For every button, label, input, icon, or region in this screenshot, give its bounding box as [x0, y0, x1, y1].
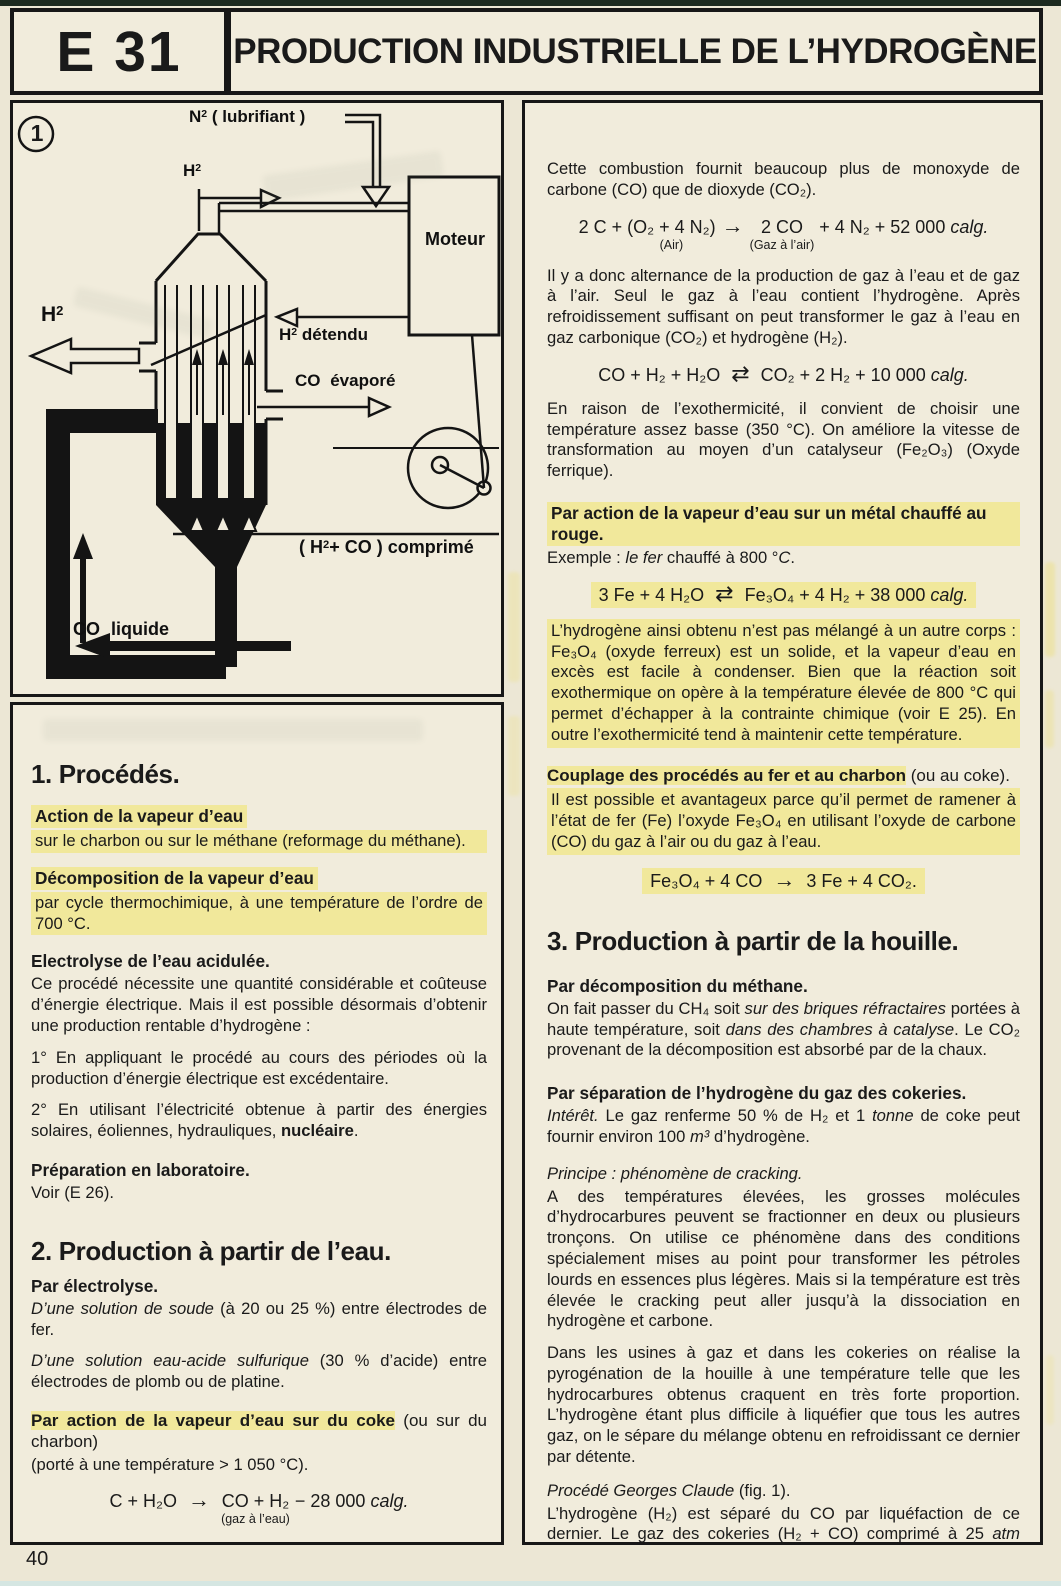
- section-1-heading: 1. Procédés.: [31, 759, 180, 789]
- solution-sulfurique-line: D’une solution eau-acide sulfurique (30 % d’acide) entre électrodes de plomb ou de platine.: [31, 1351, 487, 1392]
- cracking-par: A des températures élevées, les grosses molécules d’hydrocarbures peuvent se fractionner en deux ou plusieurs tronçons. On utilise ce phénomène dans des conditions spécialement mises au point pour transformer les pétroles lourds en essences plus légères. Mais si la température est très élevée le cracking peut aller jusqu’à la dissociation en hydrogène et carbone.: [547, 1186, 1020, 1331]
- connecting-rod: [472, 335, 484, 488]
- combustion-par: Cette combustion fournit beaucoup plus de monoxyde de carbone (CO) que de dioxyde (CO₂).: [547, 159, 1020, 199]
- figure-number: 1: [30, 120, 44, 146]
- figure-label-co-liquide: CO liquide: [73, 619, 169, 639]
- separation-cokeries-title: Par séparation de l’hydrogène du gaz des cokeries.: [547, 1083, 967, 1104]
- co-jacket-bottom: [46, 655, 226, 679]
- equation-reduction-fe3o4: Fe₃O₄ + 4 CO → 3 Fe + 4 CO₂.: [547, 868, 1020, 894]
- figure-label-co-evapore: CO évaporé: [295, 371, 396, 390]
- figure-label-n2-lubrifiant: $N^2$ ( lubrifiant ): [189, 107, 306, 126]
- hydrogen-apparatus-diagram: [13, 103, 501, 694]
- right-column: [522, 100, 1043, 1545]
- h2-outlet-arrow: [31, 339, 139, 373]
- electrolyse-item-1: 1° En appliquant le procédé au cours des périodes où la production d’énergie électrique est excédentaire.: [31, 1047, 487, 1088]
- section-2-heading: 2. Production à partir de l’eau.: [31, 1235, 391, 1266]
- couplage-title: Couplage des procédés au fer et au charbon (ou au coke).: [547, 765, 1010, 785]
- motor-box: [409, 177, 499, 335]
- reactor-stem: [215, 567, 237, 667]
- page-title: PRODUCTION INDUSTRIELLE DE L’HYDROGÈNE: [233, 31, 1037, 71]
- par-electrolyse-title: Par électrolyse.: [31, 1275, 159, 1296]
- action-vapeur-title: Action de la vapeur d’eau: [31, 805, 247, 828]
- tube-flow-arrows: [197, 361, 249, 415]
- decomposition-body: par cycle thermochimique, à une température de l’ordre de 700 °C.: [31, 892, 487, 936]
- alternance-par: Il y a donc alternance de la production de gaz à l’eau et de gaz à l’air. Seul le gaz à l’eau contient l’hydrogène. Après refroidissement suffisant on peut transformer le gaz à l’eau en gaz carbonique (CO₂) et hydrogène (H₂).: [547, 265, 1020, 347]
- page-number: 40: [26, 1548, 49, 1570]
- n2-pipe: [345, 115, 380, 187]
- electrolyse-acidulee-title: Electrolyse de l’eau acidulée.: [31, 951, 270, 972]
- solution-soude-line: D’une solution de soude (à 20 ou 25 %) entre électrodes de fer.: [31, 1298, 487, 1339]
- electrolyse-item-2: 2° En utilisant l’électricité obtenue à partir des énergies solaires, éoliennes, hydrauliques, nucléaire.: [31, 1100, 487, 1141]
- section-3-heading: 3. Production à partir de la houille.: [547, 925, 959, 956]
- preparation-labo-title: Préparation en laboratoire.: [31, 1159, 250, 1180]
- gutter-highlight-stroke: [508, 716, 520, 796]
- co-evapore-arrow-head: [369, 398, 389, 416]
- figure-label-h2co-comprime: ( $H^2+$ CO ) comprimé: [299, 537, 474, 557]
- lesson-code-cell: [10, 8, 228, 95]
- coke-subtitle: (porté à une température > 1 050 °C).: [31, 1454, 309, 1474]
- principe-cracking-title: Principe : phénomène de cracking.: [547, 1163, 803, 1183]
- methane-par: On fait passer du CH₄ soit sur des briques réfractaires portées à haute température, soit dans des chambres à catalyse. Le CO₂ provenant de la décomposition est absorbé par de la chaux.: [547, 998, 1021, 1060]
- jacket-up-arrow-head: [73, 533, 93, 559]
- left-column: [10, 702, 504, 1545]
- exothermicite-par: En raison de l’exothermicité, il convient de choisir une température assez basse (350 °C). On améliore la vitesse de transformation au moyen d’un catalyseur (Fe₂O₃) (Oxyde ferrique).: [547, 398, 1020, 481]
- coke-title: Par action de la vapeur d’eau sur du coke (ou sur du charbon): [31, 1410, 487, 1451]
- lesson-code: E 31: [56, 19, 182, 84]
- decomposition-methane-title: Par décomposition du méthane.: [547, 975, 808, 996]
- scan-edge-top: [0, 0, 1061, 6]
- procede-claude-title: Procédé Georges Claude (fig. 1).: [547, 1480, 791, 1500]
- margin-highlight-stroke: [1045, 690, 1054, 748]
- preparation-labo-body: Voir (E 26).: [31, 1182, 115, 1202]
- electrolyse-acidulee-body: Ce procédé nécessite une quantité considérable et coûteuse d’énergie électrique. Mais il est possible désormais d’obtenir une production rentable d’hydrogène :: [31, 974, 487, 1035]
- figure-label-moteur: Moteur: [425, 229, 485, 249]
- crank-arm: [440, 465, 484, 488]
- equation-conversion-co: CO + H₂ + H₂O ⇄ CO₂ + 2 H₂ + 10 000 calg.: [598, 360, 969, 386]
- margin-highlight-stroke: [1045, 562, 1055, 657]
- h2-top-arrow-head: [261, 190, 279, 207]
- reactor-dome: [156, 234, 266, 281]
- margin-highlight-stroke: [1046, 1355, 1054, 1425]
- procede-claude-par: L’hydrogène (H₂) est séparé du CO par liquéfaction de ce dernier. Le gaz des cokeries (H₂ + CO) comprimé à 25 atm: [547, 1503, 1020, 1544]
- page-title-cell: [228, 8, 1043, 95]
- hydrogene-obtenu-par: L’hydrogène ainsi obtenu n’est pas mélangé à un autre corps : Fe₃O₄ (oxyde ferreux) est un solide, et la vapeur d’eau en excès est facile à condenser. Bien que la réaction soit exothermique on opère à la température élevée de 800 °C qui permet d’échapper à la contrainte chimique (voir E 25). En outre l’exothermicité tend à maintenir cette température.: [547, 619, 1020, 748]
- metal-chauffe-title: Par action de la vapeur d’eau sur un métal chauffé au rouge.: [547, 502, 1020, 546]
- decomposition-title: Décomposition de la vapeur d’eau: [31, 867, 318, 890]
- figure-label-h2-left: $H^2$: [41, 303, 64, 326]
- reaction-endothermique-par: [31, 1540, 487, 1545]
- couplage-body: Il est possible et avantageux parce qu’il permet de ramener à l’état de fer (Fe) l’oxyde Fe₃O₄ en utilisant l’oxyde de carbone (CO) du gaz à l’air ou du gaz à l’eau.: [547, 788, 1020, 854]
- h2-detendu-arrow-head: [277, 309, 297, 326]
- usines-a-gaz-par: Dans les usines à gaz et dans les cokeries on réalise la pyrogénation de la houille à une température telle que les hydrocarbures obtenus craquent en très forte proportion. L’hydrogène étant plus difficile à liquéfier que tous les autres gaz, on le sépare du mélange obtenu en refroidissant ce dernier par détente.: [547, 1343, 1020, 1467]
- equation-gaz-a-leau: C + H₂O → CO + H₂ (gaz à l’eau) − 28 000 calg.: [109, 1487, 409, 1527]
- scan-edge-bottom: [0, 1581, 1061, 1586]
- gutter-highlight-stroke: [508, 572, 520, 682]
- figure-label-h2-top: $H^2$: [183, 161, 202, 180]
- figure-label-h2-detendu: $H^2$ détendu: [279, 325, 368, 344]
- equation-gaz-a-lair: 2 C + (O₂ + 4 N₂) (Air) → 2 CO (Gaz à l’air) + 4 N₂ + 52 000 calg.: [578, 212, 989, 252]
- exemple-fer-par: Exemple : le fer chauffé à 800 °C.: [547, 547, 796, 567]
- action-vapeur-body: sur le charbon ou sur le méthane (reformage du méthane).: [31, 830, 487, 853]
- equation-fer-vapeur: 3 Fe + 4 H₂O ⇄ Fe₃O₄ + 4 H₂ + 38 000 calg.: [547, 582, 1020, 608]
- figure-1-box: [10, 100, 504, 697]
- interet-par: Intérêt. Le gaz renferme 50 % de H₂ et 1 tonne de coke peut fournir environ 100 m³ d’hydrogène.: [547, 1106, 1020, 1146]
